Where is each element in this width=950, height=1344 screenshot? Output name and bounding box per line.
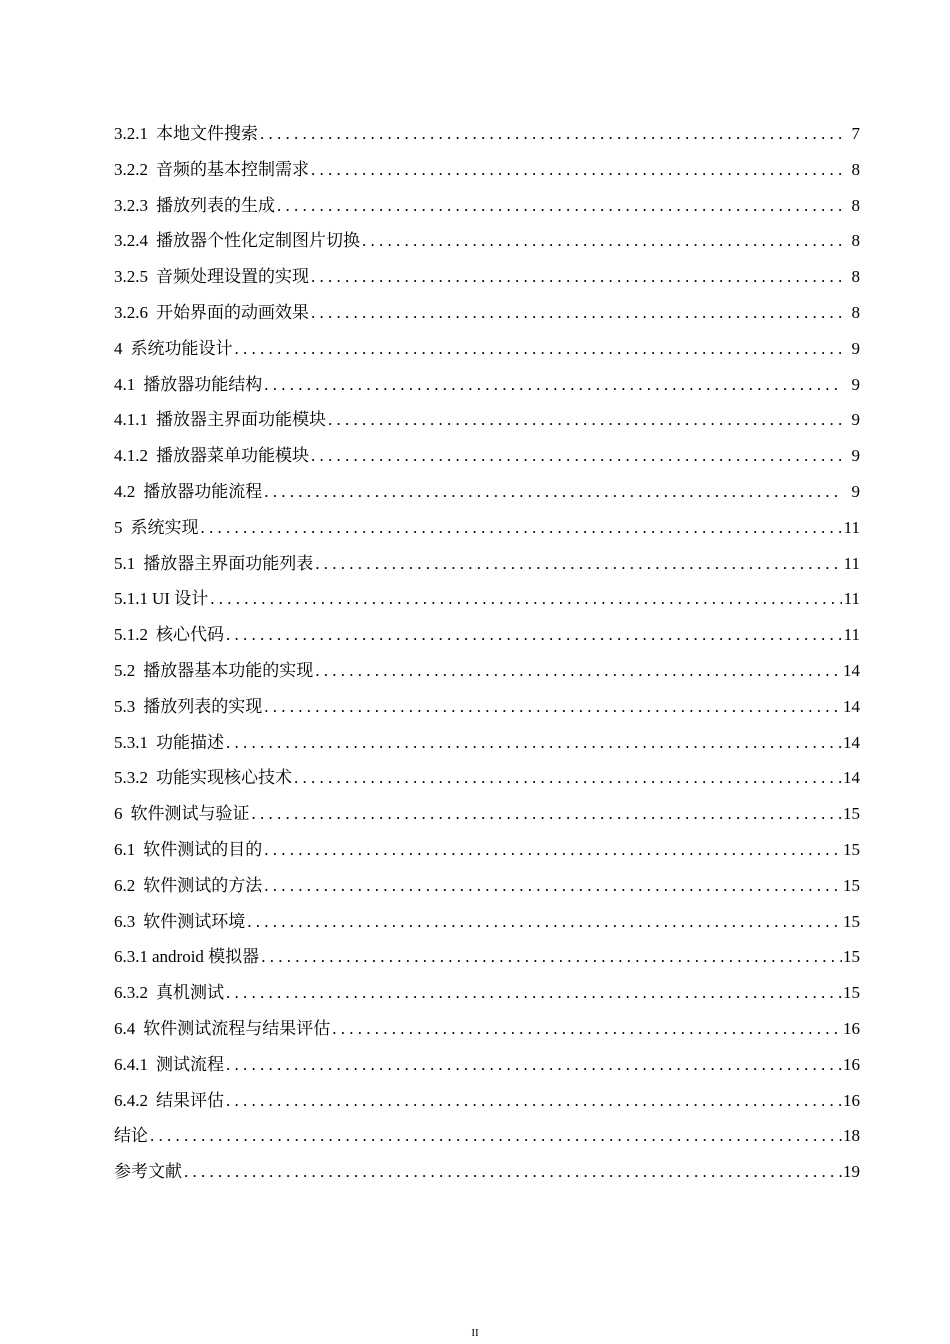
toc-entry[interactable] bbox=[114, 546, 860, 582]
toc-entry[interactable] bbox=[114, 617, 860, 653]
toc-dot-leader bbox=[262, 474, 842, 510]
toc-entry-number: 6.1 bbox=[114, 839, 136, 859]
toc-entry[interactable] bbox=[114, 1154, 860, 1190]
toc-entry-number: 3.2.1 bbox=[114, 124, 148, 143]
toc-entry-number: 5.3.1 bbox=[114, 732, 148, 752]
toc-dot-leader bbox=[262, 832, 842, 868]
toc-entry-title: 本地文件搜索 bbox=[156, 124, 258, 143]
toc-entry-number: 5.1.1 bbox=[114, 589, 148, 609]
toc-entry-title: 软件测试的目的 bbox=[143, 839, 263, 859]
toc-entry-title: android 模拟器 bbox=[152, 947, 260, 967]
toc-entry-page: 7 bbox=[851, 124, 860, 143]
toc-entry-title: 软件测试环境 bbox=[143, 911, 246, 931]
toc-dot-leader bbox=[309, 152, 842, 188]
toc-entry[interactable] bbox=[114, 796, 860, 832]
toc-entry-title: 开始界面的动画效果 bbox=[156, 302, 309, 322]
toc-entry[interactable] bbox=[114, 975, 860, 1011]
toc-dot-leader bbox=[262, 689, 842, 725]
toc-dot-leader bbox=[262, 367, 842, 403]
toc-entry[interactable] bbox=[114, 474, 860, 510]
toc-dot-leader bbox=[224, 617, 842, 653]
toc-entry-number: 3.2.2 bbox=[114, 159, 148, 179]
toc-entry-title: 结论 bbox=[114, 1126, 148, 1146]
toc-dot-leader bbox=[182, 1154, 842, 1190]
toc-entry-number: 4.2 bbox=[114, 481, 136, 501]
toc-dot-leader bbox=[360, 223, 842, 259]
toc-entry-page: 19 bbox=[843, 1162, 860, 1182]
toc-entry-number: 4.1.2 bbox=[114, 446, 148, 466]
toc-dot-leader bbox=[309, 438, 842, 474]
toc-dot-leader bbox=[233, 331, 843, 367]
toc-entry-title: 播放器功能流程 bbox=[143, 481, 263, 501]
toc-entry[interactable] bbox=[114, 295, 860, 331]
toc-entry[interactable] bbox=[114, 152, 860, 188]
toc-entry-number: 5.1 bbox=[114, 553, 136, 573]
toc-entry-title: 功能描述 bbox=[156, 732, 224, 752]
toc-entry-title: 播放器菜单功能模块 bbox=[156, 446, 309, 466]
toc-entry-page: 8 bbox=[851, 302, 860, 322]
toc-entry-number: 6.4.1 bbox=[114, 1054, 148, 1074]
toc-entry-page: 14 bbox=[843, 732, 860, 752]
toc-entry[interactable] bbox=[114, 760, 860, 796]
toc-entry[interactable] bbox=[114, 331, 860, 367]
toc-dot-leader bbox=[258, 116, 842, 152]
toc-dot-leader bbox=[259, 939, 842, 975]
toc-entry-number: 4.1.1 bbox=[114, 410, 148, 430]
toc-dot-leader bbox=[330, 1011, 842, 1047]
toc-dot-leader bbox=[208, 581, 842, 617]
toc-entry-title: 播放列表的实现 bbox=[143, 696, 263, 716]
toc-dot-leader bbox=[245, 904, 842, 940]
toc-entry-page: 9 bbox=[851, 338, 860, 358]
toc-entry[interactable] bbox=[114, 223, 860, 259]
toc-entry-page: 11 bbox=[843, 625, 860, 645]
toc-entry-page: 11 bbox=[843, 517, 860, 537]
toc-entry-page: 8 bbox=[851, 267, 860, 287]
toc-entry-title: 播放器主界面功能列表 bbox=[143, 553, 314, 573]
toc-entry-title: 播放器基本功能的实现 bbox=[143, 660, 314, 680]
toc-entry[interactable] bbox=[114, 832, 860, 868]
toc-entry-number: 5.2 bbox=[114, 660, 136, 680]
toc-entry[interactable] bbox=[114, 939, 860, 975]
toc-entry-title: 软件测试与验证 bbox=[130, 804, 250, 824]
toc-entry-title: 真机测试 bbox=[156, 983, 224, 1003]
toc-entry-number: 6.2 bbox=[114, 875, 136, 895]
toc-entry-page: 11 bbox=[843, 553, 860, 573]
toc-entry[interactable] bbox=[114, 116, 860, 152]
toc-entry-page: 8 bbox=[851, 195, 860, 215]
toc-dot-leader bbox=[309, 295, 842, 331]
toc-entry-page: 14 bbox=[843, 696, 860, 716]
toc-entry-number: 6.4 bbox=[114, 1018, 136, 1038]
toc-dot-leader bbox=[309, 259, 842, 295]
toc-dot-leader bbox=[250, 796, 843, 832]
toc-entry[interactable] bbox=[114, 1047, 860, 1083]
toc-entry[interactable] bbox=[114, 581, 860, 617]
toc-entry-title: 核心代码 bbox=[156, 625, 224, 645]
toc-entry-number: 6 bbox=[114, 804, 123, 824]
toc-entry-page: 16 bbox=[843, 1090, 860, 1110]
toc-entry[interactable] bbox=[114, 259, 860, 295]
toc-entry-page: 15 bbox=[843, 911, 860, 931]
toc-entry[interactable] bbox=[114, 904, 860, 940]
toc-entry[interactable] bbox=[114, 1083, 860, 1119]
toc-entry-title: 播放器功能结构 bbox=[143, 374, 263, 394]
toc-dot-leader bbox=[224, 1083, 842, 1119]
toc-dot-leader bbox=[275, 188, 842, 224]
toc-entry[interactable] bbox=[114, 1011, 860, 1047]
toc-entry-page: 9 bbox=[851, 374, 860, 394]
toc-entry-title: 参考文献 bbox=[114, 1162, 182, 1182]
toc-entry[interactable] bbox=[114, 510, 860, 546]
toc-entry-title: 结果评估 bbox=[156, 1090, 224, 1110]
toc-entry[interactable] bbox=[114, 402, 860, 438]
table-of-contents bbox=[114, 116, 860, 1190]
toc-entry[interactable] bbox=[114, 1118, 860, 1154]
toc-entry-title: 系统实现 bbox=[130, 517, 199, 537]
page-number-footer: II bbox=[471, 1327, 479, 1339]
toc-entry-number: 3.2.4 bbox=[114, 231, 148, 251]
toc-entry-page: 15 bbox=[843, 983, 860, 1003]
toc-entry-title: UI 设计 bbox=[152, 589, 209, 609]
toc-entry-page: 9 bbox=[851, 446, 860, 466]
toc-entry[interactable] bbox=[114, 725, 860, 761]
toc-entry-number: 4.1 bbox=[114, 374, 136, 394]
toc-entry-page: 15 bbox=[843, 875, 860, 895]
toc-entry-title: 软件测试流程与结果评估 bbox=[143, 1018, 331, 1038]
toc-dot-leader bbox=[199, 510, 843, 546]
toc-entry-page: 18 bbox=[843, 1126, 860, 1146]
toc-entry-number: 5.3.2 bbox=[114, 768, 148, 788]
toc-entry-title: 测试流程 bbox=[156, 1054, 224, 1074]
toc-entry-title: 播放器主界面功能模块 bbox=[156, 410, 326, 430]
toc-entry-title: 软件测试的方法 bbox=[143, 875, 263, 895]
toc-entry-title: 播放器个性化定制图片切换 bbox=[156, 231, 360, 251]
toc-entry-number: 5.3 bbox=[114, 696, 136, 716]
toc-entry[interactable] bbox=[114, 188, 860, 224]
toc-entry-number: 5.1.2 bbox=[114, 625, 148, 645]
toc-entry-page: 15 bbox=[843, 804, 860, 824]
toc-entry-title: 功能实现核心技术 bbox=[156, 768, 292, 788]
toc-dot-leader bbox=[313, 653, 842, 689]
toc-entry-title: 音频的基本控制需求 bbox=[156, 159, 309, 179]
toc-entry-page: 8 bbox=[851, 231, 860, 251]
toc-entry-page: 9 bbox=[851, 481, 860, 501]
toc-dot-leader bbox=[292, 760, 842, 796]
toc-entry-title: 播放列表的生成 bbox=[156, 195, 275, 215]
toc-entry-number: 6.3.2 bbox=[114, 983, 148, 1003]
toc-entry-number: 3.2.5 bbox=[114, 267, 148, 287]
toc-dot-leader bbox=[313, 546, 842, 582]
toc-entry[interactable] bbox=[114, 653, 860, 689]
toc-entry-page: 16 bbox=[843, 1054, 860, 1074]
toc-entry-number: 6.3 bbox=[114, 911, 136, 931]
toc-dot-leader bbox=[224, 1047, 842, 1083]
toc-entry-page: 14 bbox=[843, 660, 860, 680]
toc-entry-page: 9 bbox=[851, 410, 860, 430]
toc-entry-number: 3.2.6 bbox=[114, 302, 148, 322]
toc-dot-leader bbox=[148, 1118, 842, 1154]
toc-entry-page: 8 bbox=[851, 159, 860, 179]
toc-entry-number: 6.4.2 bbox=[114, 1090, 148, 1110]
toc-entry-number: 4 bbox=[114, 338, 123, 358]
toc-entry-page: 15 bbox=[843, 947, 860, 967]
toc-entry-page: 16 bbox=[843, 1018, 860, 1038]
toc-entry-page: 11 bbox=[843, 589, 860, 609]
toc-entry-number: 5 bbox=[114, 517, 123, 537]
toc-entry[interactable] bbox=[114, 438, 860, 474]
toc-entry[interactable] bbox=[114, 367, 860, 403]
toc-dot-leader bbox=[224, 725, 842, 761]
toc-dot-leader bbox=[262, 868, 842, 904]
toc-entry-page: 14 bbox=[843, 768, 860, 788]
toc-dot-leader bbox=[224, 975, 842, 1011]
toc-entry-number: 6.3.1 bbox=[114, 947, 148, 967]
toc-entry-title: 音频处理设置的实现 bbox=[156, 267, 309, 287]
toc-entry-number: 3.2.3 bbox=[114, 195, 148, 215]
toc-dot-leader bbox=[326, 402, 842, 438]
toc-entry[interactable] bbox=[114, 689, 860, 725]
toc-entry-title: 系统功能设计 bbox=[130, 338, 233, 358]
toc-entry[interactable] bbox=[114, 868, 860, 904]
toc-entry-page: 15 bbox=[843, 839, 860, 859]
